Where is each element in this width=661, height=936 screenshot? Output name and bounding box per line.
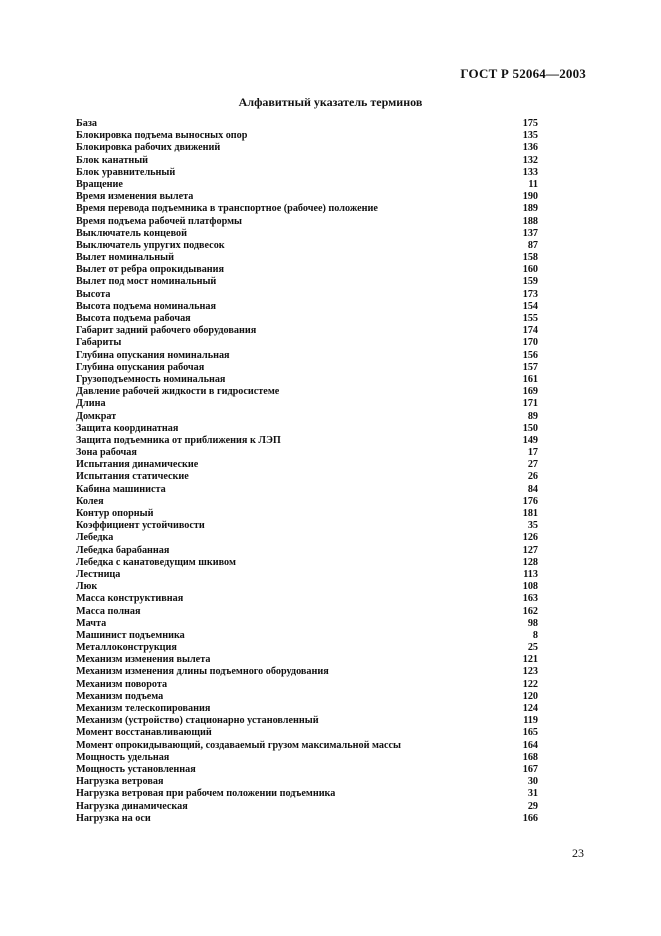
index-entry: [76, 155, 538, 167]
index-title: Алфавитный указатель терминов: [238, 95, 423, 109]
index-entry: [76, 484, 538, 496]
index-term: Высота: [76, 288, 111, 300]
index-page-ref: 133: [522, 166, 538, 178]
index-term: Нагрузка на оси: [76, 812, 151, 824]
index-page-ref: 169: [522, 386, 538, 398]
index-term: Высота подъема номинальная: [76, 300, 217, 312]
index-term: Коэффициент устойчивости: [76, 520, 205, 532]
index-page-ref: 175: [522, 118, 538, 129]
index-entry: [76, 142, 538, 154]
index-term: Глубина опускания рабочая: [76, 361, 205, 373]
index-page-ref: 31: [527, 788, 538, 800]
index-term: Механизм изменения вылета: [76, 654, 211, 666]
index-entry: [76, 423, 538, 435]
index-term: Механизм поворота: [76, 678, 168, 690]
index-entry: [76, 386, 538, 398]
index-page-ref: 154: [522, 300, 538, 312]
index-entry: [76, 715, 538, 727]
index-term: Вылет номинальный: [76, 252, 174, 264]
index-entry: [76, 191, 538, 203]
index-term: Время перевода подъемника в транспортное (рабочее) положение: [76, 203, 378, 215]
index-page-ref: 189: [522, 203, 538, 215]
index-page-ref: 136: [522, 142, 538, 154]
index-entry: [76, 264, 538, 276]
index-term: Блокировка рабочих движений: [76, 142, 221, 154]
index-page-ref: 174: [522, 325, 538, 337]
index-entry: [76, 313, 538, 325]
index-term: Колея: [76, 495, 104, 507]
index-term: Кабина машиниста: [76, 483, 166, 495]
index-term: Лестница: [76, 568, 121, 580]
index-page-ref: 27: [527, 459, 538, 471]
index-entry: [76, 545, 538, 557]
index-page-ref: 35: [527, 520, 538, 532]
index-term: Домкрат: [76, 410, 117, 422]
index-page-ref: 164: [522, 739, 538, 751]
index-page-ref: 135: [522, 130, 538, 142]
index-entry: [76, 398, 538, 410]
index-entry: [76, 532, 538, 544]
index-term: Время подъема рабочей платформы: [76, 215, 242, 227]
index-page-ref: 25: [527, 642, 538, 654]
index-page-ref: 159: [522, 276, 538, 288]
index-term: Механизм телескопирования: [76, 703, 211, 714]
index-page-ref: 156: [522, 349, 538, 361]
index-term: Мачта: [76, 617, 107, 629]
index-term: Момент опрокидывающий, создаваемый грузом максимальной массы: [76, 739, 401, 751]
index-page-ref: 11: [528, 178, 538, 190]
index-page-ref: 120: [522, 690, 538, 702]
index-term: Машинист подъемника: [76, 629, 185, 641]
index-entry: [76, 593, 538, 605]
index-term: Лебедка: [76, 532, 114, 544]
index-term: Блок канатный: [76, 154, 149, 166]
index-entry: [76, 581, 538, 593]
index-term: Выключатель концевой: [76, 227, 187, 239]
index-entry: [76, 289, 538, 301]
index-page-ref: 166: [522, 812, 538, 824]
index-page-ref: 30: [527, 776, 538, 788]
index-entry: [76, 301, 538, 313]
index-page-ref: 150: [522, 422, 538, 434]
index-term: Вылет от ребра опрокидывания: [76, 264, 225, 276]
index-page-ref: 170: [522, 337, 538, 349]
index-page-ref: 162: [522, 605, 538, 617]
index-entry: [76, 788, 538, 800]
index-term: Глубина опускания номинальная: [76, 349, 230, 361]
index-page-ref: 26: [527, 471, 538, 483]
index-term: База: [76, 118, 98, 129]
index-term: Испытания статические: [76, 471, 189, 483]
index-entry: [76, 813, 538, 825]
index-page-ref: 155: [522, 313, 538, 324]
term-index-list: [76, 118, 538, 825]
index-page-ref: 124: [522, 703, 538, 714]
index-page-ref: 149: [522, 434, 538, 446]
index-term: Время изменения вылета: [76, 191, 194, 203]
index-page-ref: 158: [522, 252, 538, 264]
index-term: Длина: [76, 398, 106, 410]
index-page-ref: 87: [527, 239, 538, 251]
index-entry: [76, 630, 538, 642]
index-page-ref: 113: [523, 568, 538, 580]
index-term: Лебедка барабанная: [76, 544, 170, 556]
index-page-ref: 165: [522, 727, 538, 739]
index-page-ref: 181: [522, 508, 538, 519]
index-entry: [76, 520, 538, 532]
index-page-ref: 123: [522, 666, 538, 678]
index-page-ref: 137: [522, 227, 538, 239]
index-entry: [76, 691, 538, 703]
index-entry: [76, 167, 538, 179]
index-entry: [76, 374, 538, 386]
index-entry: [76, 362, 538, 374]
index-page-ref: 89: [527, 410, 538, 422]
index-page-ref: 190: [522, 191, 538, 203]
index-term: Нагрузка динамическая: [76, 800, 188, 812]
index-term: Мощность установленная: [76, 763, 196, 775]
index-term: Контур опорный: [76, 508, 154, 519]
index-term: Зона рабочая: [76, 447, 137, 459]
index-term: Давление рабочей жидкости в гидросистеме: [76, 386, 280, 398]
index-term: Высота подъема рабочая: [76, 313, 191, 324]
index-entry: [76, 240, 538, 252]
index-entry: [76, 618, 538, 630]
index-term: Мощность удельная: [76, 751, 170, 763]
index-entry: [76, 130, 538, 142]
index-entry: [76, 508, 538, 520]
index-term: Вращение: [76, 178, 123, 190]
index-term: Момент восстанавливающий: [76, 727, 212, 739]
index-entry: [76, 606, 538, 618]
index-entry: [76, 325, 538, 337]
index-page-ref: 119: [523, 715, 538, 727]
index-page-ref: 188: [522, 215, 538, 227]
index-entry: [76, 752, 538, 764]
index-entry: [76, 703, 538, 715]
index-entry: [76, 654, 538, 666]
index-page-ref: 122: [522, 678, 538, 690]
index-entry: [76, 666, 538, 678]
index-term: Механизм подъема: [76, 690, 164, 702]
index-page-ref: 17: [527, 447, 538, 459]
index-term: Масса полная: [76, 605, 141, 617]
index-entry: [76, 679, 538, 691]
index-entry: [76, 447, 538, 459]
index-entry: [76, 350, 538, 362]
index-term: Нагрузка ветровая при рабочем положении подъемника: [76, 788, 336, 800]
index-page-ref: 29: [527, 800, 538, 812]
index-page-ref: 157: [522, 361, 538, 373]
index-entry: [76, 228, 538, 240]
index-page-ref: 161: [522, 373, 538, 385]
index-entry: [76, 801, 538, 813]
index-term: Нагрузка ветровая: [76, 776, 164, 788]
document-code: ГОСТ Р 52064—2003: [460, 66, 586, 81]
index-term: Механизм изменения длины подъемного оборудования: [76, 666, 329, 678]
index-term: Защита подъемника от приближения к ЛЭП: [76, 434, 281, 446]
index-entry: [76, 776, 538, 788]
index-term: Масса конструктивная: [76, 593, 184, 605]
index-term: Габарит задний рабочего оборудования: [76, 325, 257, 337]
index-page-ref: 8: [532, 629, 538, 641]
index-page-ref: 128: [522, 556, 538, 568]
index-entry: [76, 216, 538, 228]
index-entry: [76, 459, 538, 471]
index-entry: [76, 727, 538, 739]
index-page-ref: 163: [522, 593, 538, 605]
index-entry: [76, 642, 538, 654]
index-entry: [76, 179, 538, 191]
index-page-ref: 132: [522, 154, 538, 166]
index-page-ref: 160: [522, 264, 538, 276]
index-entry: [76, 118, 538, 130]
index-term: Выключатель упругих подвесок: [76, 239, 225, 251]
index-page-ref: 126: [522, 532, 538, 544]
index-term: Металлоконструкция: [76, 642, 177, 654]
index-page-ref: 168: [522, 751, 538, 763]
index-entry: [76, 569, 538, 581]
index-page-ref: 171: [522, 398, 538, 410]
index-page-ref: 176: [522, 495, 538, 507]
index-page-ref: 127: [522, 544, 538, 556]
index-entry: [76, 764, 538, 776]
index-entry: [76, 203, 538, 215]
index-entry: [76, 435, 538, 447]
index-term: Защита координатная: [76, 422, 179, 434]
index-entry: [76, 276, 538, 288]
index-term: Блокировка подъема выносных опор: [76, 130, 248, 142]
index-page-ref: 98: [527, 617, 538, 629]
index-entry: [76, 557, 538, 569]
index-entry: [76, 337, 538, 349]
index-page-ref: 121: [522, 654, 538, 666]
index-entry: [76, 471, 538, 483]
index-entry: [76, 252, 538, 264]
index-term: Механизм (устройство) стационарно установленный: [76, 715, 319, 727]
page-number: 23: [572, 846, 584, 860]
index-term: Блок уравнительный: [76, 166, 176, 178]
index-term: Габариты: [76, 337, 122, 349]
index-page-ref: 167: [522, 763, 538, 775]
index-entry: [76, 411, 538, 423]
index-term: Вылет под мост номинальный: [76, 276, 217, 288]
index-term: Люк: [76, 581, 98, 593]
index-term: Лебедка с канатоведущим шкивом: [76, 556, 236, 568]
index-term: Испытания динамические: [76, 459, 199, 471]
index-page-ref: 84: [527, 483, 538, 495]
index-term: Грузоподъемность номинальная: [76, 373, 226, 385]
index-entry: [76, 740, 538, 752]
index-entry: [76, 496, 538, 508]
index-page-ref: 173: [522, 288, 538, 300]
index-page-ref: 108: [522, 581, 538, 593]
